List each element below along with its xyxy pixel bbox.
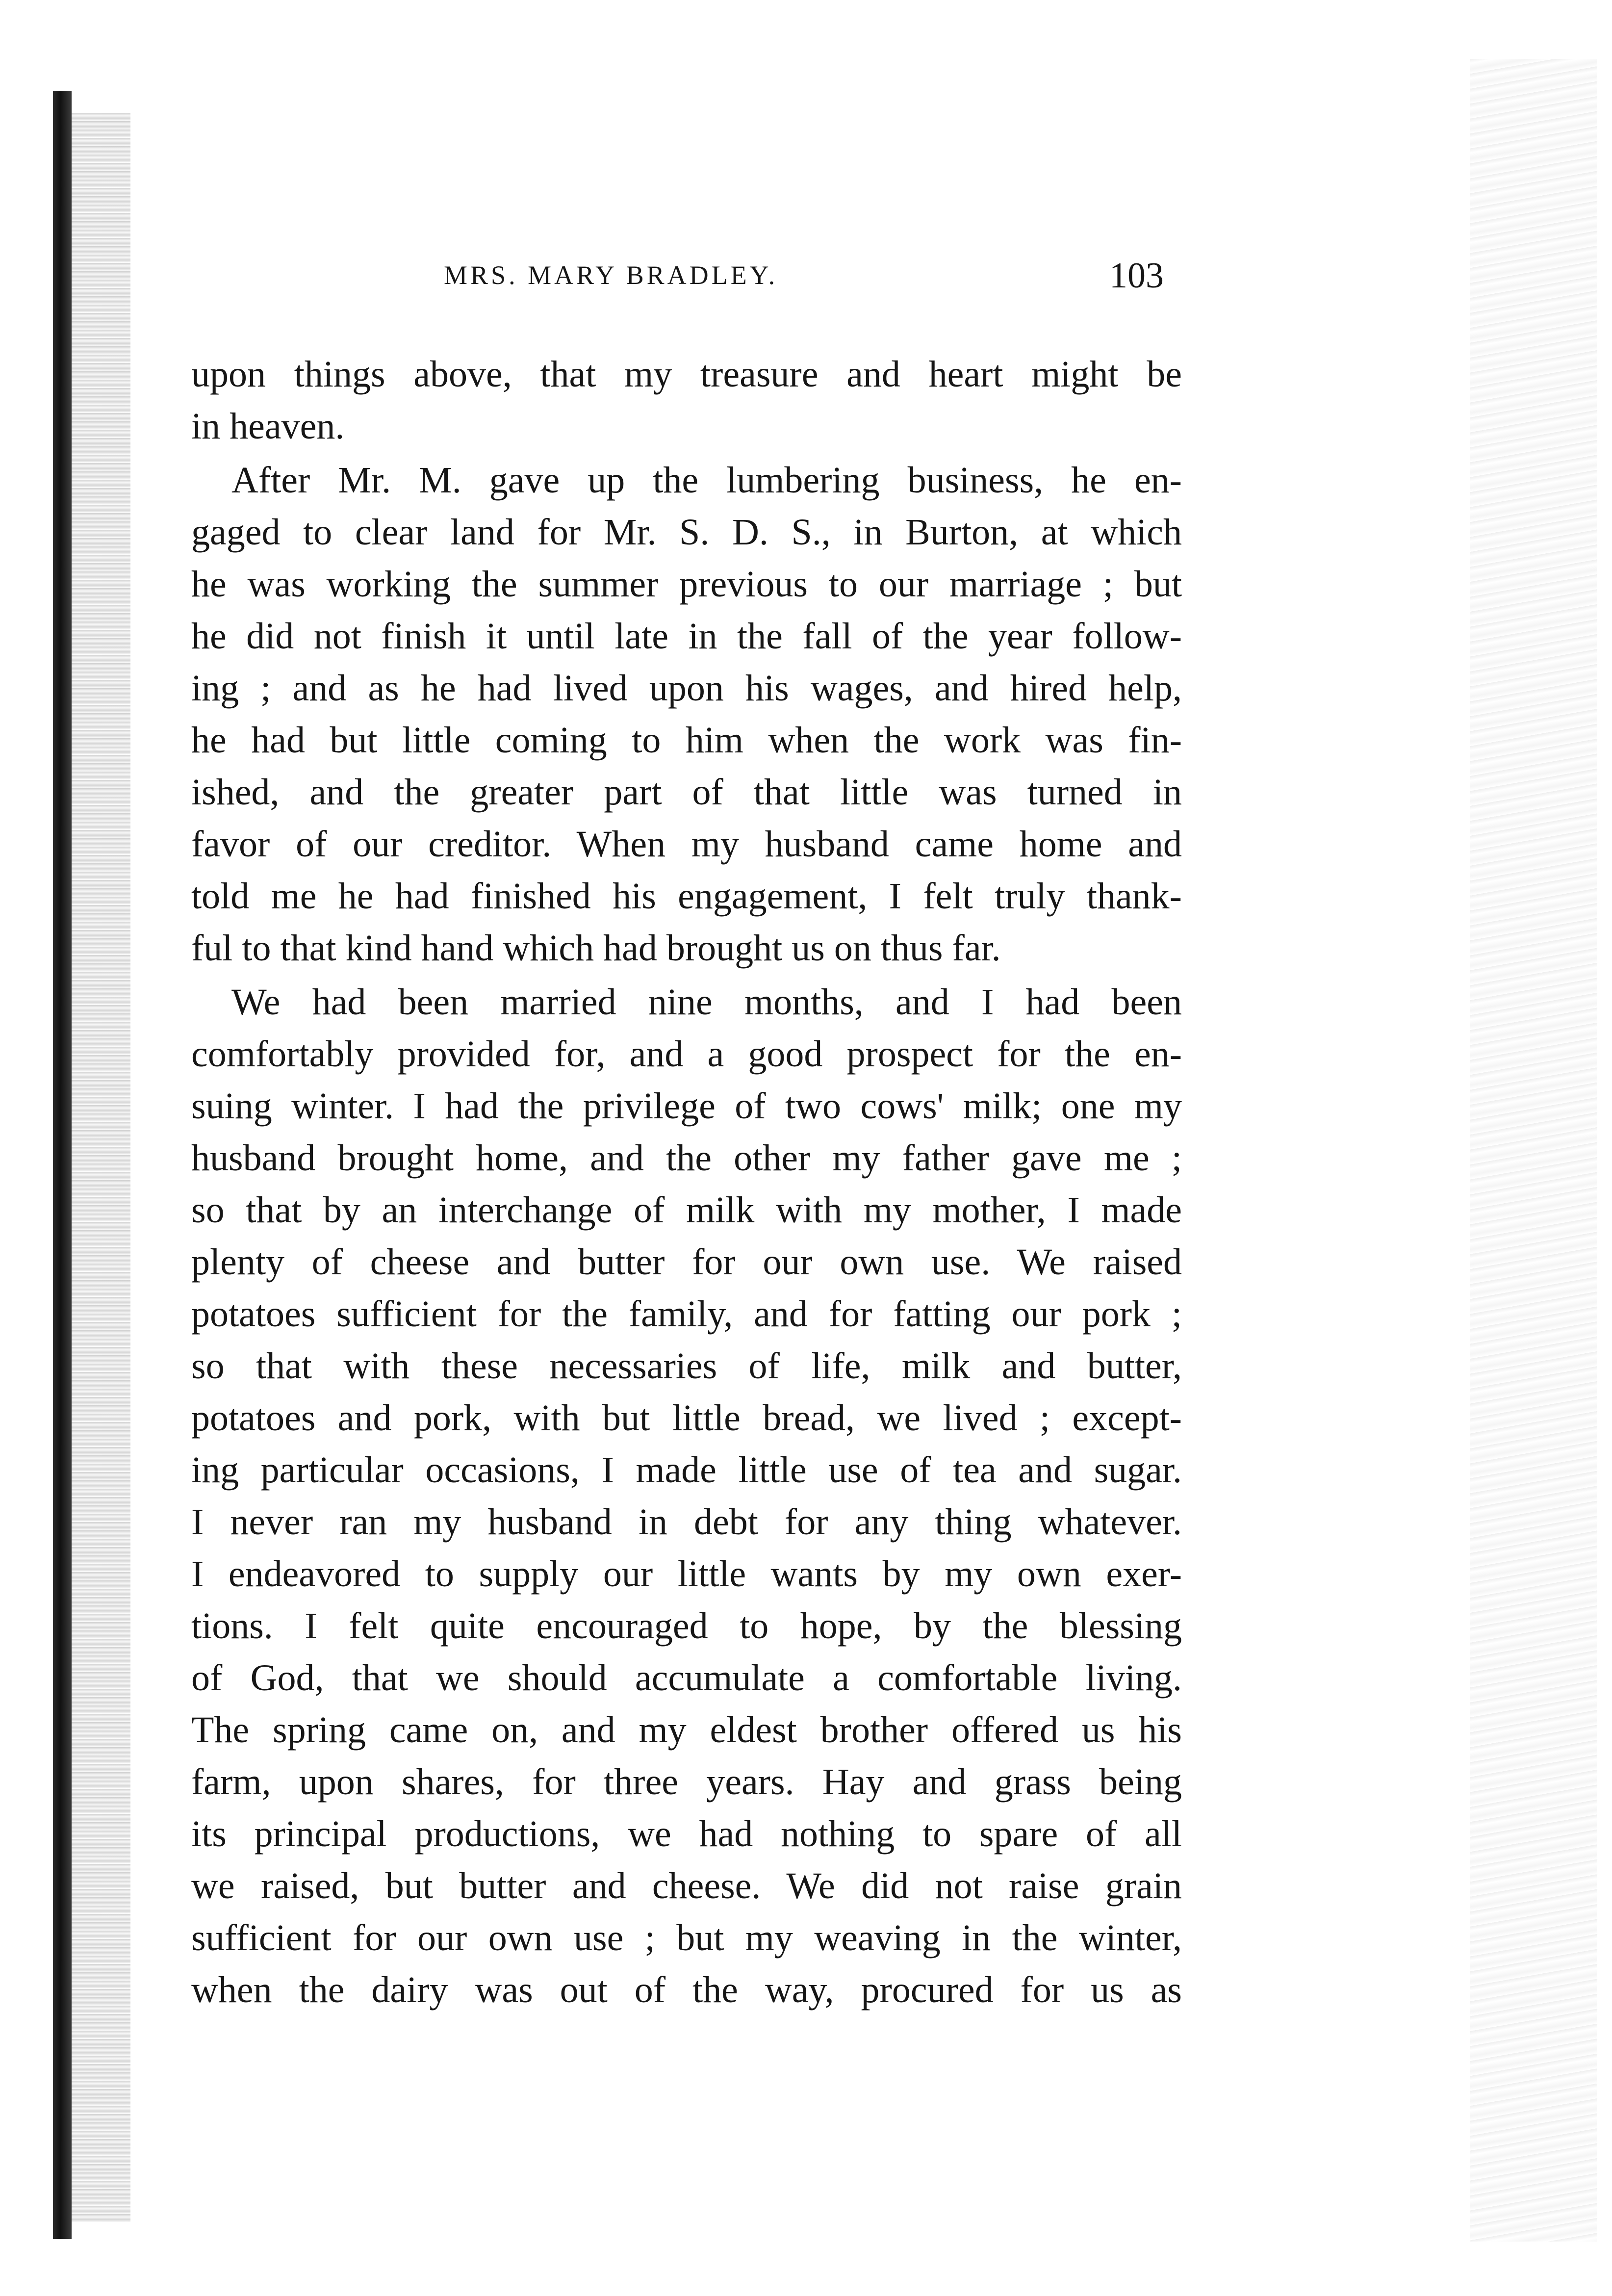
text-line: we raised, but butter and cheese. We did not raise grain bbox=[191, 1865, 1182, 1907]
text-line: he was working the summer previous to our marriage ; but bbox=[191, 564, 1182, 605]
text-line: told me he had finished his engagement, I felt truly thank- bbox=[191, 876, 1182, 917]
text-line: favor of our creditor. When my husband came home and bbox=[191, 824, 1182, 865]
text-line: ing ; and as he had lived upon his wages, and hired help, bbox=[191, 668, 1182, 709]
running-head: MRS. MARY BRADLEY. bbox=[444, 260, 778, 290]
text-line: ful to that kind hand which had brought us on thus far. bbox=[191, 928, 1001, 969]
text-line: when the dairy was out of the way, procured for us as bbox=[191, 1969, 1182, 2011]
text-line: suing winter. I had the privilege of two cows' milk; one my bbox=[191, 1085, 1182, 1127]
text-line: tions. I felt quite encouraged to hope, by the blessing bbox=[191, 1605, 1182, 1647]
text-line: I never ran my husband in debt for any thing whatever. bbox=[191, 1501, 1182, 1543]
text-line: ing particular occasions, I made little use of tea and sugar. bbox=[191, 1449, 1182, 1491]
text-line: ished, and the greater part of that little was turned in bbox=[191, 772, 1182, 813]
text-line: husband brought home, and the other my father gave me ; bbox=[191, 1137, 1182, 1179]
text-line: he did not finish it until late in the fall of the year follow- bbox=[191, 616, 1182, 657]
page-edge-speckle bbox=[1470, 59, 1597, 2242]
text-line: After Mr. M. gave up the lumbering business, he en- bbox=[231, 460, 1182, 501]
text-line: I endeavored to supply our little wants by my own exer- bbox=[191, 1553, 1182, 1595]
book-binding-edge bbox=[53, 91, 72, 2239]
text-line: farm, upon shares, for three years. Hay and grass being bbox=[191, 1761, 1182, 1803]
text-line: sufficient for our own use ; but my weaving in the winter, bbox=[191, 1917, 1182, 1959]
text-line: potatoes and pork, with but little bread, we lived ; except- bbox=[191, 1397, 1182, 1439]
text-line: so that with these necessaries of life, milk and butter, bbox=[191, 1345, 1182, 1387]
text-line: its principal productions, we had nothing to spare of all bbox=[191, 1813, 1182, 1855]
text-line: he had but little coming to him when the work was fin- bbox=[191, 720, 1182, 761]
text-line: The spring came on, and my eldest brother offered us his bbox=[191, 1709, 1182, 1751]
text-line: in heaven. bbox=[191, 406, 345, 447]
text-line: so that by an interchange of milk with my mother, I made bbox=[191, 1189, 1182, 1231]
text-line: upon things above, that my treasure and heart might be bbox=[191, 354, 1182, 395]
text-line: comfortably provided for, and a good prospect for the en- bbox=[191, 1033, 1182, 1075]
page-number: 103 bbox=[1109, 256, 1164, 296]
binding-shadow bbox=[72, 113, 130, 2222]
text-line: potatoes sufficient for the family, and for fatting our pork ; bbox=[191, 1293, 1182, 1335]
text-line: plenty of cheese and butter for our own use. We raised bbox=[191, 1241, 1182, 1283]
text-line: of God, that we should accumulate a comfortable living. bbox=[191, 1657, 1182, 1699]
text-line: We had been married nine months, and I had been bbox=[231, 981, 1182, 1023]
body-text bbox=[191, 348, 1182, 2016]
text-line: gaged to clear land for Mr. S. D. S., in Burton, at which bbox=[191, 512, 1182, 553]
